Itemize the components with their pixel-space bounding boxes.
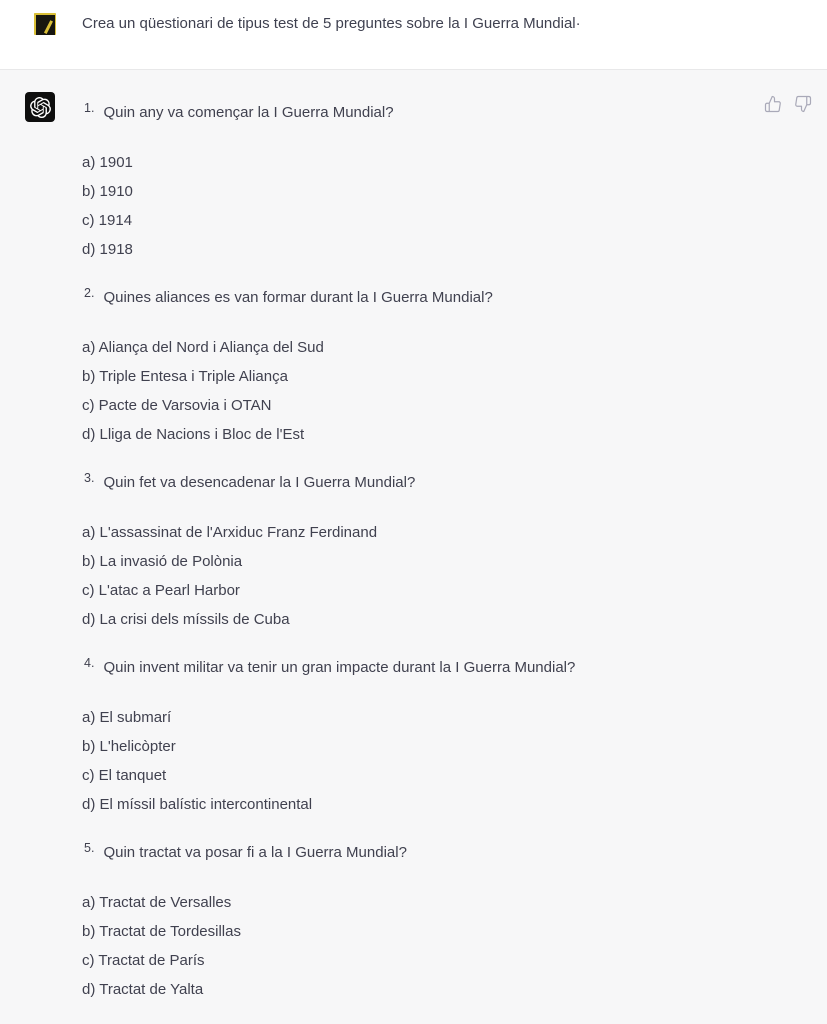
option: d) 1918 <box>82 241 133 258</box>
question <box>82 469 767 497</box>
question <box>82 99 767 127</box>
thumbs-up-button[interactable] <box>764 94 783 113</box>
option: b) La invasió de Polònia <box>82 553 243 570</box>
thumbs-up-icon <box>764 95 782 113</box>
option: b) Tractat de Tordesillas <box>82 923 241 940</box>
option: a) 1901 <box>82 154 133 171</box>
question-number: 4. <box>84 656 95 670</box>
question <box>82 284 767 312</box>
options-group <box>82 148 767 264</box>
thumbs-down-button[interactable] <box>794 94 813 113</box>
assistant-message-row <box>0 69 827 1024</box>
user-message-text: Crea un qüestionari de tipus test de 5 preguntes sobre la I Guerra Mundial· <box>82 15 581 32</box>
options-group <box>82 703 767 819</box>
options-group <box>82 333 767 449</box>
option: d) La crisi dels míssils de Cuba <box>82 611 290 628</box>
option: d) Tractat de Yalta <box>82 981 204 998</box>
question-number: 5. <box>84 841 95 855</box>
option: a) L'assassinat de l'Arxiduc Franz Ferdinand <box>82 524 378 541</box>
question-number: 3. <box>84 471 95 485</box>
option: b) Triple Entesa i Triple Aliança <box>82 368 288 385</box>
question-number: 2. <box>84 286 95 300</box>
quiz-list <box>82 99 767 1004</box>
options-group <box>82 518 767 634</box>
question <box>82 654 767 682</box>
option: d) Lliga de Nacions i Bloc de l'Est <box>82 426 305 443</box>
options-group <box>82 888 767 1004</box>
option: b) L'helicòpter <box>82 738 176 755</box>
option: c) 1914 <box>82 212 133 229</box>
question-number: 1. <box>84 101 95 115</box>
assistant-avatar <box>25 92 55 122</box>
thumbs-down-icon <box>794 95 812 113</box>
option: d) El míssil balístic intercontinental <box>82 796 313 813</box>
user-avatar <box>34 13 56 35</box>
option: c) Pacte de Varsovia i OTAN <box>82 397 272 414</box>
option: c) L'atac a Pearl Harbor <box>82 582 240 599</box>
question-text: Quin invent militar va tenir un gran impacte durant la I Guerra Mundial? <box>103 659 576 676</box>
question <box>82 839 767 867</box>
user-message-row <box>0 0 827 69</box>
assistant-message-content <box>82 92 767 1004</box>
question-text: Quin tractat va posar fi a la I Guerra Mundial? <box>103 844 407 861</box>
user-avatar-image <box>44 20 53 34</box>
option: a) Aliança del Nord i Aliança del Sud <box>82 339 324 356</box>
question-text: Quin fet va desencadenar la I Guerra Mundial? <box>103 474 416 491</box>
option: a) El submarí <box>82 709 172 726</box>
question-text: Quines aliances es van formar durant la I Guerra Mundial? <box>103 289 493 306</box>
openai-logo-icon <box>30 97 51 118</box>
option: a) Tractat de Versalles <box>82 894 232 911</box>
option: c) El tanquet <box>82 767 167 784</box>
feedback-buttons <box>764 94 813 113</box>
question-text: Quin any va començar la I Guerra Mundial? <box>103 104 394 121</box>
option: b) 1910 <box>82 183 133 200</box>
option: c) Tractat de París <box>82 952 205 969</box>
